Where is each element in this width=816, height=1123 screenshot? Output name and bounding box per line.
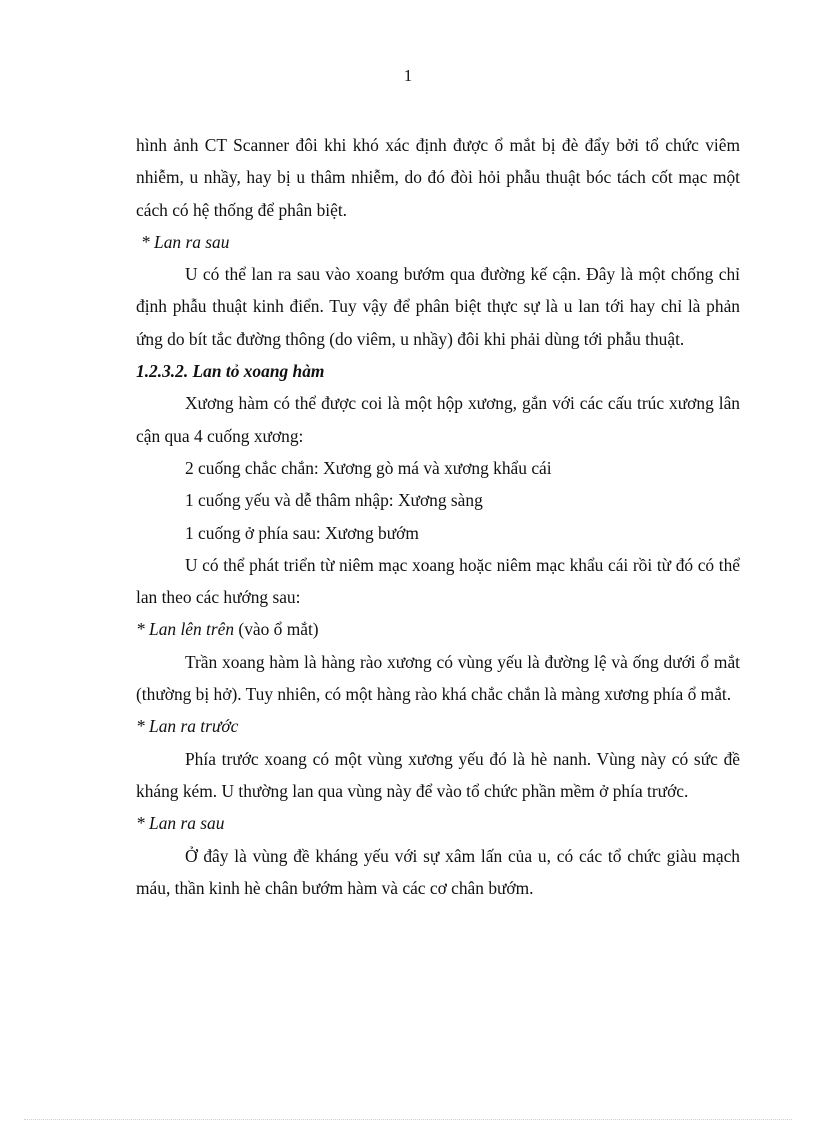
subheading-lan-len-tren-suffix: (vào ổ mắt)	[234, 619, 319, 640]
list-item: 2 cuống chắc chắn: Xương gò má và xương khẩu cái	[185, 457, 552, 478]
list-item: 1 cuống yếu và dễ thâm nhập: Xương sàng	[185, 490, 483, 511]
paragraph-lan-ra-sau-1: U có thể lan ra sau vào xoang bướm qua đường kế cận. Đây là một chống chỉ định phẫu thuật kinh điển. Tuy vậy để phân biệt thực sự là u lan tới hay chỉ là phản ứng do bít tắc đường thông (do viêm, u nhầy) đôi khi phải dùng tới phẫu thuật.	[136, 264, 740, 349]
paragraph-xuong-ham: Xương hàm có thể được coi là một hộp xương, gắn với các cấu trúc xương lân cận qua 4 cuống xương:	[136, 393, 740, 446]
paragraph-phat-trien: U có thể phát triển từ niêm mạc xoang hoặc niêm mạc khẩu cái rồi từ đó có thể lan theo các hướng sau:	[136, 554, 740, 608]
page-number: 1	[403, 66, 413, 85]
paragraph-phia-truoc: Phía trước xoang có một vùng xương yếu đó là hè nanh. Vùng này có sức đề kháng kém. U thường lan qua vùng này để vào tổ chức phần mềm ở phía trước.	[136, 748, 740, 801]
document-body	[136, 129, 740, 904]
subheading-lan-len-tren-label: * Lan lên trên	[136, 619, 235, 640]
paragraph-lan-ra-sau-2: Ở đây là vùng đề kháng yếu với sự xâm lấn của u, có các tổ chức giàu mạch máu, thần kinh hè chân bướm hàm và các cơ chân bướm.	[136, 845, 740, 898]
section-heading: 1.2.3.2. Lan tỏ xoang hàm	[136, 361, 325, 382]
subheading-lan-ra-sau-2: * Lan ra sau	[136, 813, 225, 834]
subheading-lan-ra-sau-1: * Lan ra sau	[141, 231, 230, 252]
subheading-lan-len-tren	[136, 613, 740, 645]
page-bottom-rule	[24, 1119, 792, 1120]
subheading-lan-ra-truoc: * Lan ra trước	[136, 716, 239, 737]
paragraph-tran-xoang: Trần xoang hàm là hàng rào xương có vùng yếu là đường lệ và ống dưới ổ mắt (thường bị hở). Tuy nhiên, có một hàng rào khá chắc chắn là màng xương phía ổ mắt.	[136, 651, 740, 705]
list-item: 1 cuống ở phía sau: Xương bướm	[185, 522, 419, 543]
paragraph-ct-scanner: hình ảnh CT Scanner đôi khi khó xác định được ổ mắt bị đè đẩy bởi tổ chức viêm nhiễm, u nhầy, hay bị u thâm nhiễm, do đó đòi hỏi phẫu thuật bóc tách cốt mạc một cách có hệ thống để phân biệt.	[136, 135, 740, 220]
